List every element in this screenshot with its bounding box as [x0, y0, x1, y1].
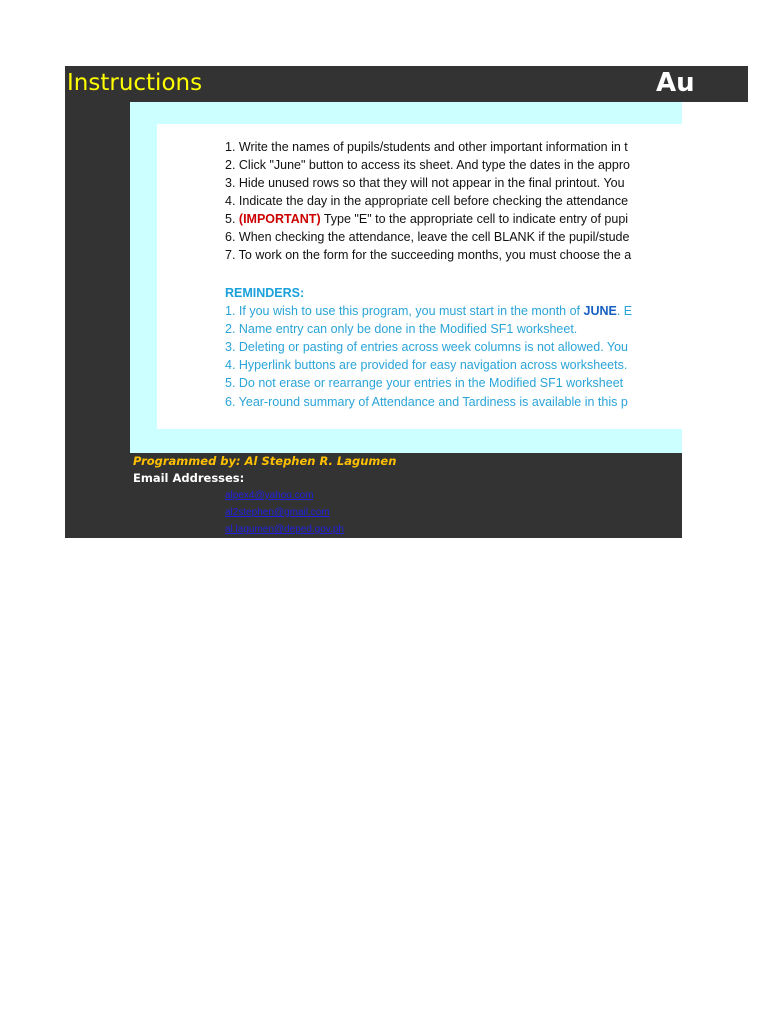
reminder-item-3: 3. Deleting or pasting of entries across week columns is not allowed. You — [225, 340, 629, 354]
instructions-box — [157, 124, 682, 429]
title-right: Au — [656, 68, 695, 98]
instruction-item-6: 6. When checking the attendance, leave the cell BLANK if the pupil/stude — [225, 230, 630, 244]
reminder-1-prefix: 1. If you wish to use this program, you must start in the month of — [225, 304, 584, 318]
page-title: Instructions — [67, 70, 203, 96]
instructions-panel — [130, 102, 682, 453]
instruction-5-text: Type "E" to the appropriate cell to indicate entry of pupi — [320, 212, 629, 226]
reminder-item-4: 4. Hyperlink buttons are provided for easy navigation across worksheets. — [225, 358, 628, 372]
important-label: (IMPORTANT) — [238, 212, 321, 226]
title-bar-extension — [656, 66, 748, 102]
instructions-sheet — [65, 66, 682, 538]
instruction-item-7: 7. To work on the form for the succeeding months, you must choose the a — [225, 248, 632, 262]
reminder-item-1 — [225, 302, 632, 320]
instruction-item-5 — [225, 210, 628, 228]
instruction-item-4: 4. Indicate the day in the appropriate cell before checking the attendance — [225, 194, 629, 208]
email-label: Email Addresses: — [133, 471, 245, 485]
reminder-item-2: 2. Name entry can only be done in the Modified SF1 worksheet. — [225, 322, 578, 336]
email-link-gmail[interactable]: al2stephen@gmail.com — [225, 507, 330, 518]
email-link-yahoo[interactable]: alpex4@yahoo.com — [225, 490, 314, 501]
instruction-item-2: 2. Click "June" button to access its sheet. And type the dates in the appro — [225, 158, 630, 172]
reminder-1-highlight: JUNE — [583, 304, 617, 318]
reminder-1-suffix: . E — [616, 304, 633, 318]
instruction-5-prefix: 5. — [225, 212, 239, 226]
reminder-item-6: 6. Year-round summary of Attendance and Tardiness is available in this p — [225, 395, 628, 409]
instruction-item-3: 3. Hide unused rows so that they will not appear in the final printout. You — [225, 176, 625, 190]
reminders-heading: REMINDERS: — [225, 286, 305, 300]
email-link-deped[interactable]: al.lagumen@deped.gov.ph — [225, 524, 344, 535]
reminder-item-5: 5. Do not erase or rearrange your entries in the Modified SF1 worksheet — [225, 376, 624, 390]
programmed-by: Programmed by: Al Stephen R. Lagumen — [133, 454, 397, 468]
instruction-item-1: 1. Write the names of pupils/students and other important information in t — [225, 140, 628, 154]
